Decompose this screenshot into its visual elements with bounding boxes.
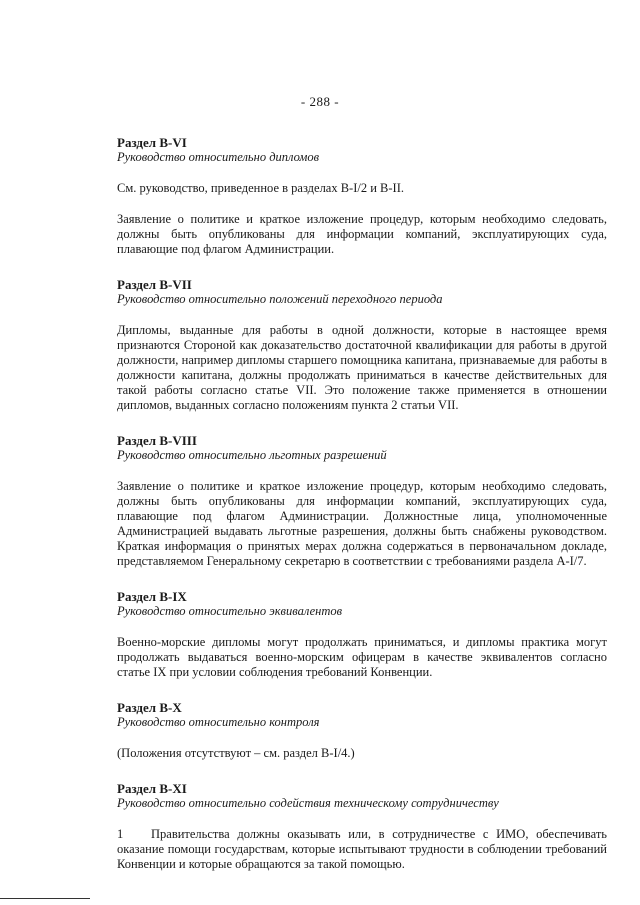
section-heading: Раздел B-VII (117, 277, 192, 292)
footer-divider (0, 898, 90, 899)
section-subtitle: Руководство относительно дипломов (117, 150, 320, 164)
paragraph: Дипломы, выданные для работы в одной должности, которые в настоящее время признаются Стороной как доказательство достаточной квалификации для работы в другой должности, например дипломы старшего помощника капитана, признаваемые для работы в должности капитана, должны продолжать приниматься в качестве действительных для такой работы согласно статье VII. Это положение также применяется в отношении дипломов, выданных согласно положениям пункта 2 статьи VII. (117, 323, 607, 412)
section-heading: Раздел B-VIII (117, 433, 197, 448)
section-heading: Раздел B-IX (117, 589, 187, 604)
section-subtitle: Руководство относительно контроля (117, 715, 320, 729)
section-heading: Раздел B-VI (117, 135, 187, 150)
section-subtitle: Руководство относительно эквивалентов (117, 604, 343, 618)
section-subtitle: Руководство относительно положений переходного периода (117, 292, 443, 306)
section-b-xi (117, 781, 607, 872)
section-b-viii (117, 433, 607, 569)
paragraph: Военно-морские дипломы могут продолжать приниматься, и дипломы практика могут продолжать выдаваться военно-морским офицерам в качестве эквивалентов согласно статье IX при условии соблюдения требований Конвенции. (117, 635, 607, 679)
paragraph: Заявление о политике и краткое изложение процедур, которым необходимо следовать, должны быть опубликованы для информации компаний, эксплуатирующих суда, плавающие под флагом Администрации. Должностные лица, уполномоченные Администрацией выдавать льготные разрешения, должны быть снабжены руководством. Краткая информация о принятых мерах должна содержаться в первоначальном докладе, представляемом Генеральному секретарю в соответствии с требованиями раздела A-I/7. (117, 479, 607, 568)
paragraph-text: Правительства должны оказывать или, в сотрудничестве с ИМО, обеспечивать оказание помощи государствам, которые испытывают трудности в соблюдении требований Конвенции и которые обращаются за такой помощью. (117, 827, 607, 871)
section-heading: Раздел B-XI (117, 781, 187, 796)
numbered-paragraph (117, 827, 607, 872)
document-body (117, 135, 607, 888)
section-subtitle: Руководство относительно льготных разрешений (117, 448, 387, 462)
paragraph: (Положения отсутствуют – см. раздел B-I/4.) (117, 746, 355, 760)
paragraph-number: 1 (117, 827, 124, 841)
section-b-vi (117, 135, 607, 257)
section-subtitle: Руководство относительно содействия техническому сотрудничеству (117, 796, 499, 810)
page-number: - 288 - (300, 94, 340, 109)
section-b-vii (117, 277, 607, 413)
section-b-ix (117, 589, 607, 680)
section-b-x (117, 700, 607, 761)
paragraph: См. руководство, приведенное в разделах B-I/2 и B-II. (117, 181, 404, 195)
paragraph: Заявление о политике и краткое изложение процедур, которым необходимо следовать, должны быть опубликованы для информации компаний, эксплуатирующих суда, плавающие под флагом Администрации. (117, 212, 607, 256)
section-heading: Раздел B-X (117, 700, 182, 715)
